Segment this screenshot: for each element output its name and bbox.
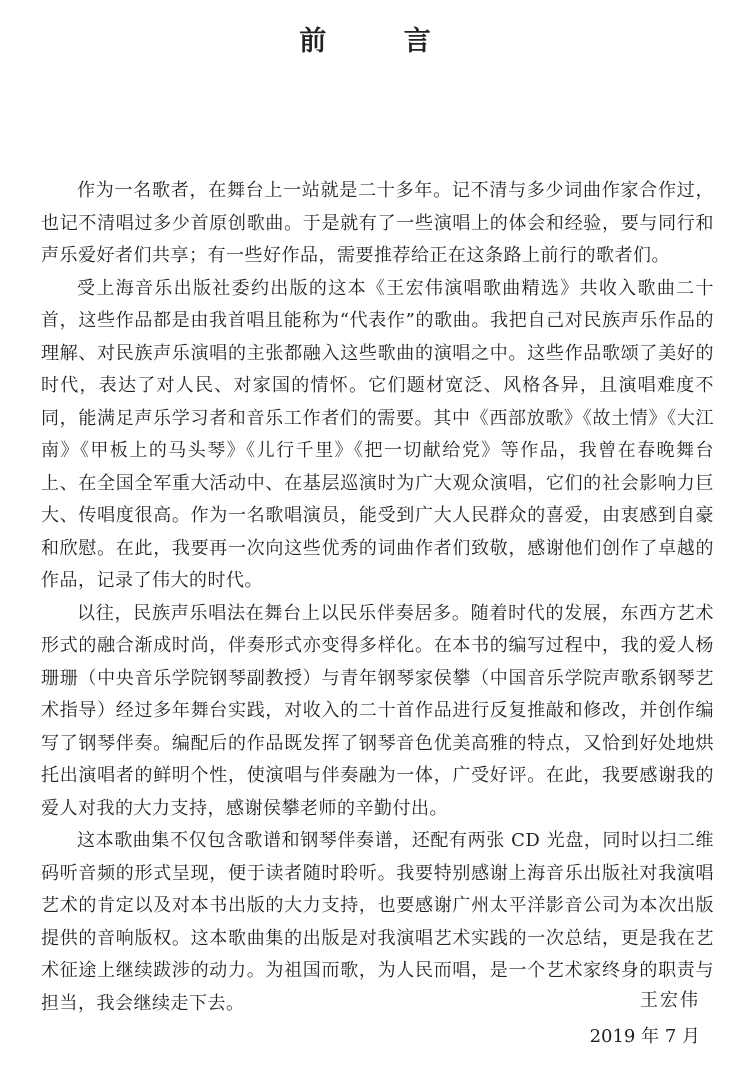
author-name: 王宏伟 bbox=[640, 990, 700, 1011]
paragraph-2: 受上海音乐出版社委约出版的这本《王宏伟演唱歌曲精选》共收入歌曲二十首，这些作品都是由我首唱且能称为“代表作”的歌曲。我把自己对民族声乐作品的理解、对民族声乐演唱的主张都融入这些歌曲的演唱之中。这些作品歌颂了美好的时代，表达了对人民、对家国的情怀。它们题材宽泛、风格各异，且演唱难度不同，能满足声乐学习者和音乐工作者们的需要。其中《西部放歌》《故土情》《大江南》《甲板上的马头琴》《儿行千里》《把一切献给党》等作品，我曾在春晚舞台上、在全国全军重大活动中、在基层巡演时为广大观众演唱，它们的社会影响力巨大、传唱度很高。作为一名歌唱演员，能受到广大人民群众的喜爱，由衷感到自豪和欣慰。在此，我要再一次向这些优秀的词曲作者们致敬，感谢他们创作了卓越的作品，记录了伟大的时代。 bbox=[41, 277, 714, 591]
preface-body bbox=[41, 175, 714, 1020]
signature-date: 2019 年 7 月 bbox=[589, 1026, 700, 1047]
paragraph-4: 这本歌曲集不仅包含歌谱和钢琴伴奏谱，还配有两张 CD 光盘，同时以扫二维码听音频的形式呈现，便于读者随时聆听。我要特别感谢上海音乐出版社对我演唱艺术的肯定以及对本书出版的大力支持，也要感谢广州太平洋影音公司为本次出版提供的音响版权。这本歌曲集的出版是对我演唱艺术实践的一次总结，更是我在艺术征途上继续跋涉的动力。为祖国而歌，为人民而唱，是一个艺术家终身的职责与担当，我会继续走下去。 bbox=[41, 830, 714, 1014]
page-title: 前 言 bbox=[299, 26, 465, 57]
paragraph-1: 作为一名歌者，在舞台上一站就是二十多年。记不清与多少词曲作家合作过，也记不清唱过多少首原创歌曲。于是就有了一些演唱上的体会和经验，要与同行和声乐爱好者们共享；有一些好作品，需要推荐给正在这条路上前行的歌者们。 bbox=[41, 180, 714, 266]
paragraph-3: 以往，民族声乐唱法在舞台上以民乐伴奏居多。随着时代的发展，东西方艺术形式的融合渐成时尚，伴奏形式亦变得多样化。在本书的编写过程中，我的爱人杨珊珊（中央音乐学院钢琴副教授）与青年钢琴家侯攀（中国音乐学院声歌系钢琴艺术指导）经过多年舞台实践，对收入的二十首作品进行反复推敲和修改，并创作编写了钢琴伴奏。编配后的作品既发挥了钢琴音色优美高雅的特点，又恰到好处地烘托出演唱者的鲜明个性，使演唱与伴奏融为一体，广受好评。在此，我要感谢我的爱人对我的大力支持，感谢侯攀老师的辛勤付出。 bbox=[41, 602, 714, 819]
signature-block bbox=[590, 983, 700, 1055]
